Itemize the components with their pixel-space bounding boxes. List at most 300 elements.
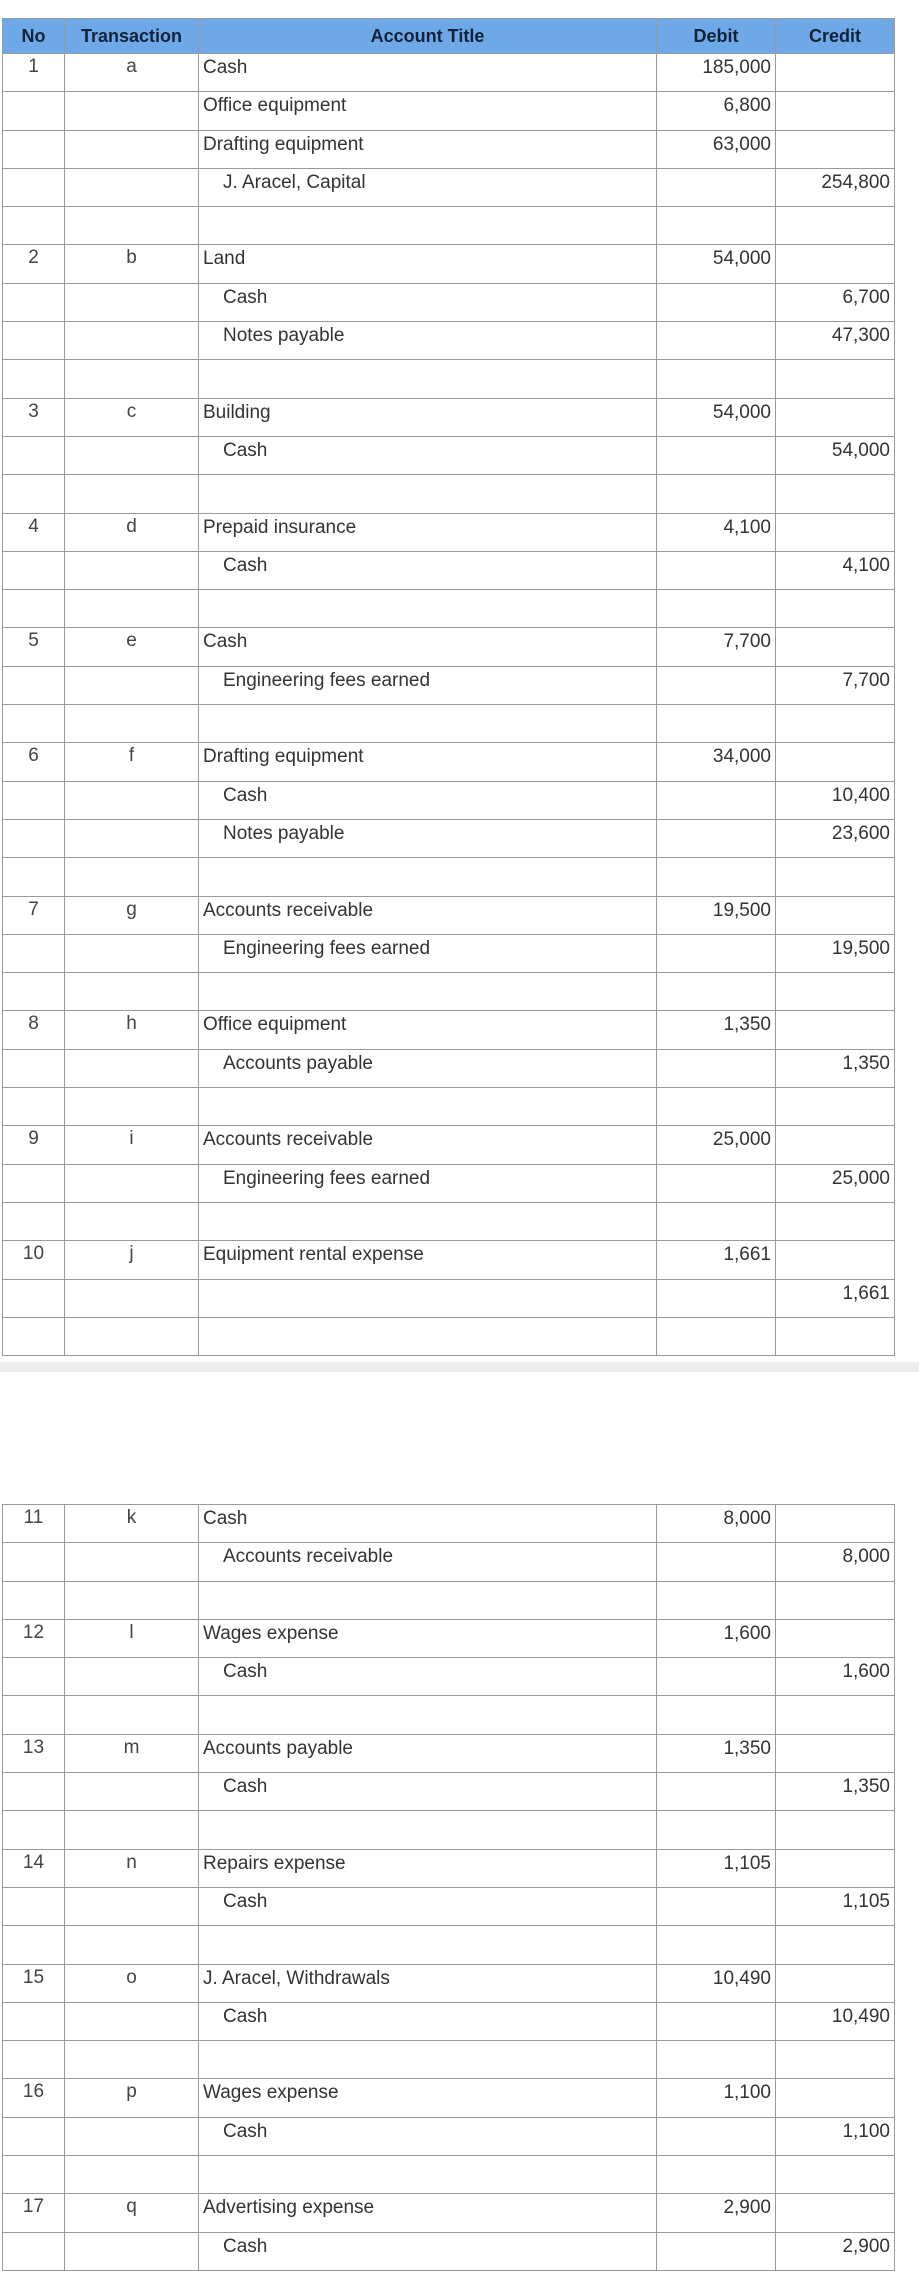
cell-transaction: e xyxy=(65,628,199,666)
cell-transaction: i xyxy=(65,1126,199,1164)
cell-credit: 23,600 xyxy=(776,819,895,857)
cell-no: 16 xyxy=(3,2079,65,2117)
cell-account-title: Prepaid insurance xyxy=(199,513,657,551)
cell-no: 2 xyxy=(3,245,65,283)
cell-credit xyxy=(776,1505,895,1543)
table-row xyxy=(3,2232,895,2270)
cell-transaction xyxy=(65,1887,199,1925)
cell-debit: 25,000 xyxy=(657,1126,776,1164)
cell-account-title: Accounts receivable xyxy=(199,1543,657,1581)
cell-account-title xyxy=(199,475,657,513)
cell-debit xyxy=(657,1164,776,1202)
table-row xyxy=(3,2079,895,2117)
cell-debit: 1,600 xyxy=(657,1619,776,1657)
table-row xyxy=(3,973,895,1011)
cell-transaction xyxy=(65,1581,199,1619)
page-divider xyxy=(0,1362,919,1372)
header-row xyxy=(3,19,895,54)
cell-no xyxy=(3,1887,65,1925)
cell-transaction xyxy=(65,1049,199,1087)
cell-no xyxy=(3,1088,65,1126)
cell-debit: 1,105 xyxy=(657,1849,776,1887)
cell-no: 10 xyxy=(3,1241,65,1279)
cell-debit xyxy=(657,1317,776,1355)
cell-no: 5 xyxy=(3,628,65,666)
cell-credit xyxy=(776,858,895,896)
cell-debit xyxy=(657,934,776,972)
journal-section-2 xyxy=(0,1376,919,2257)
cell-no xyxy=(3,2232,65,2270)
cell-account-title: Cash xyxy=(199,2002,657,2040)
cell-debit xyxy=(657,1049,776,1087)
cell-account-title: Accounts receivable xyxy=(199,1126,657,1164)
cell-transaction xyxy=(65,819,199,857)
table-row xyxy=(3,1926,895,1964)
table-row xyxy=(3,92,895,130)
cell-no: 12 xyxy=(3,1619,65,1657)
cell-account-title: Accounts payable xyxy=(199,1734,657,1772)
cell-credit: 10,490 xyxy=(776,2002,895,2040)
cell-no xyxy=(3,2041,65,2079)
table-row xyxy=(3,1088,895,1126)
cell-credit: 1,600 xyxy=(776,1658,895,1696)
cell-credit xyxy=(776,2041,895,2079)
table-row xyxy=(3,628,895,666)
cell-credit: 6,700 xyxy=(776,283,895,321)
cell-account-title: Cash xyxy=(199,2232,657,2270)
cell-transaction xyxy=(65,590,199,628)
cell-account-title xyxy=(199,1202,657,1240)
table-row xyxy=(3,1126,895,1164)
cell-transaction: c xyxy=(65,398,199,436)
table-row xyxy=(3,2156,895,2194)
cell-transaction xyxy=(65,1317,199,1355)
table-row xyxy=(3,2041,895,2079)
table-row xyxy=(3,1241,895,1279)
cell-credit xyxy=(776,1088,895,1126)
cell-debit xyxy=(657,168,776,206)
cell-no xyxy=(3,1317,65,1355)
cell-credit xyxy=(776,2079,895,2117)
table-row xyxy=(3,283,895,321)
cell-transaction xyxy=(65,2117,199,2155)
cell-debit xyxy=(657,2117,776,2155)
cell-debit xyxy=(657,207,776,245)
cell-account-title: J. Aracel, Capital xyxy=(199,168,657,206)
cell-transaction xyxy=(65,1279,199,1317)
cell-debit xyxy=(657,283,776,321)
cell-transaction: d xyxy=(65,513,199,551)
cell-transaction xyxy=(65,1926,199,1964)
cell-account-title: Advertising expense xyxy=(199,2194,657,2232)
cell-credit xyxy=(776,130,895,168)
cell-transaction: q xyxy=(65,2194,199,2232)
table-row xyxy=(3,1202,895,1240)
cell-account-title: Cash xyxy=(199,436,657,474)
cell-credit: 1,105 xyxy=(776,1887,895,1925)
cell-account-title: Cash xyxy=(199,1658,657,1696)
table-row xyxy=(3,1734,895,1772)
cell-account-title: Cash xyxy=(199,1505,657,1543)
cell-transaction xyxy=(65,1088,199,1126)
cell-credit xyxy=(776,1811,895,1849)
table-row xyxy=(3,705,895,743)
cell-transaction xyxy=(65,1696,199,1734)
table-row xyxy=(3,1505,895,1543)
cell-transaction: j xyxy=(65,1241,199,1279)
cell-no: 15 xyxy=(3,1964,65,2002)
cell-no xyxy=(3,1202,65,1240)
table-row xyxy=(3,781,895,819)
cell-no xyxy=(3,2002,65,2040)
cell-debit xyxy=(657,819,776,857)
table-row xyxy=(3,436,895,474)
cell-no xyxy=(3,934,65,972)
journal-rows-2 xyxy=(3,1505,895,2271)
cell-transaction xyxy=(65,2041,199,2079)
cell-no xyxy=(3,436,65,474)
table-row xyxy=(3,743,895,781)
cell-no xyxy=(3,1773,65,1811)
cell-transaction xyxy=(65,705,199,743)
cell-transaction: p xyxy=(65,2079,199,2117)
cell-account-title: Notes payable xyxy=(199,322,657,360)
cell-debit: 63,000 xyxy=(657,130,776,168)
cell-credit xyxy=(776,1126,895,1164)
cell-transaction xyxy=(65,1202,199,1240)
cell-account-title xyxy=(199,2041,657,2079)
cell-debit: 19,500 xyxy=(657,896,776,934)
table-row xyxy=(3,1696,895,1734)
cell-transaction xyxy=(65,207,199,245)
table-row xyxy=(3,1964,895,2002)
table-row xyxy=(3,1011,895,1049)
table-row xyxy=(3,2002,895,2040)
cell-transaction xyxy=(65,858,199,896)
cell-debit xyxy=(657,1773,776,1811)
cell-credit xyxy=(776,1926,895,1964)
cell-credit xyxy=(776,54,895,92)
cell-debit: 8,000 xyxy=(657,1505,776,1543)
table-row xyxy=(3,551,895,589)
cell-debit: 2,900 xyxy=(657,2194,776,2232)
cell-credit xyxy=(776,1241,895,1279)
cell-account-title: Building xyxy=(199,398,657,436)
cell-credit xyxy=(776,360,895,398)
table-row xyxy=(3,168,895,206)
cell-credit xyxy=(776,398,895,436)
cell-transaction: k xyxy=(65,1505,199,1543)
cell-transaction xyxy=(65,322,199,360)
table-row xyxy=(3,666,895,704)
cell-debit xyxy=(657,1926,776,1964)
cell-no xyxy=(3,666,65,704)
table-row xyxy=(3,1164,895,1202)
cell-debit xyxy=(657,1658,776,1696)
cell-account-title xyxy=(199,1581,657,1619)
cell-account-title: Office equipment xyxy=(199,92,657,130)
cell-debit xyxy=(657,666,776,704)
cell-account-title xyxy=(199,2156,657,2194)
cell-credit xyxy=(776,590,895,628)
cell-credit xyxy=(776,1734,895,1772)
cell-debit: 54,000 xyxy=(657,245,776,283)
cell-debit xyxy=(657,2156,776,2194)
cell-credit xyxy=(776,1619,895,1657)
header-no: No xyxy=(3,19,65,54)
cell-transaction xyxy=(65,475,199,513)
cell-account-title: Land xyxy=(199,245,657,283)
cell-debit xyxy=(657,1279,776,1317)
cell-debit xyxy=(657,2232,776,2270)
cell-no: 7 xyxy=(3,896,65,934)
cell-transaction xyxy=(65,2232,199,2270)
table-row xyxy=(3,1811,895,1849)
cell-debit: 6,800 xyxy=(657,92,776,130)
cell-credit: 1,350 xyxy=(776,1049,895,1087)
cell-no: 1 xyxy=(3,54,65,92)
cell-account-title: Repairs expense xyxy=(199,1849,657,1887)
cell-no xyxy=(3,322,65,360)
cell-no xyxy=(3,2117,65,2155)
table-row xyxy=(3,398,895,436)
table-row xyxy=(3,819,895,857)
cell-credit xyxy=(776,896,895,934)
cell-debit: 1,661 xyxy=(657,1241,776,1279)
cell-account-title: Drafting equipment xyxy=(199,743,657,781)
cell-no: 6 xyxy=(3,743,65,781)
cell-transaction: g xyxy=(65,896,199,934)
cell-account-title xyxy=(199,1696,657,1734)
cell-transaction xyxy=(65,283,199,321)
cell-no xyxy=(3,973,65,1011)
cell-transaction xyxy=(65,666,199,704)
cell-credit: 47,300 xyxy=(776,322,895,360)
cell-transaction: h xyxy=(65,1011,199,1049)
table-row xyxy=(3,1279,895,1317)
cell-credit xyxy=(776,207,895,245)
cell-transaction xyxy=(65,92,199,130)
cell-account-title: Cash xyxy=(199,2117,657,2155)
cell-debit xyxy=(657,1543,776,1581)
table-row xyxy=(3,896,895,934)
cell-no: 13 xyxy=(3,1734,65,1772)
header-transaction: Transaction xyxy=(65,19,199,54)
cell-credit: 10,400 xyxy=(776,781,895,819)
cell-debit: 4,100 xyxy=(657,513,776,551)
cell-transaction xyxy=(65,1773,199,1811)
cell-credit xyxy=(776,245,895,283)
cell-account-title xyxy=(199,1926,657,1964)
cell-no xyxy=(3,819,65,857)
cell-credit: 1,350 xyxy=(776,1773,895,1811)
cell-debit xyxy=(657,2002,776,2040)
cell-account-title: Notes payable xyxy=(199,819,657,857)
cell-transaction xyxy=(65,2156,199,2194)
cell-account-title xyxy=(199,1317,657,1355)
cell-account-title: Accounts receivable xyxy=(199,896,657,934)
cell-no: 3 xyxy=(3,398,65,436)
cell-transaction xyxy=(65,1811,199,1849)
header-account-title: Account Title xyxy=(199,19,657,54)
cell-account-title: Cash xyxy=(199,551,657,589)
cell-account-title xyxy=(199,1279,657,1317)
cell-no xyxy=(3,168,65,206)
table-row xyxy=(3,1317,895,1355)
cell-account-title: Cash xyxy=(199,54,657,92)
table-row xyxy=(3,1849,895,1887)
table-row xyxy=(3,2117,895,2155)
cell-credit: 2,900 xyxy=(776,2232,895,2270)
cell-account-title: Wages expense xyxy=(199,1619,657,1657)
cell-no xyxy=(3,1581,65,1619)
table-row xyxy=(3,322,895,360)
cell-credit xyxy=(776,628,895,666)
cell-debit: 7,700 xyxy=(657,628,776,666)
cell-credit: 1,100 xyxy=(776,2117,895,2155)
cell-credit: 7,700 xyxy=(776,666,895,704)
cell-debit: 1,350 xyxy=(657,1734,776,1772)
table-row xyxy=(3,1887,895,1925)
cell-transaction xyxy=(65,130,199,168)
cell-account-title xyxy=(199,1088,657,1126)
cell-no xyxy=(3,283,65,321)
cell-no xyxy=(3,551,65,589)
cell-debit xyxy=(657,858,776,896)
cell-debit xyxy=(657,2041,776,2079)
cell-transaction: l xyxy=(65,1619,199,1657)
cell-credit: 254,800 xyxy=(776,168,895,206)
cell-credit xyxy=(776,92,895,130)
cell-transaction xyxy=(65,2002,199,2040)
cell-credit: 8,000 xyxy=(776,1543,895,1581)
cell-no xyxy=(3,1543,65,1581)
cell-credit: 4,100 xyxy=(776,551,895,589)
cell-no: 14 xyxy=(3,1849,65,1887)
cell-debit xyxy=(657,436,776,474)
cell-credit xyxy=(776,1317,895,1355)
cell-credit xyxy=(776,705,895,743)
cell-debit: 34,000 xyxy=(657,743,776,781)
cell-transaction xyxy=(65,551,199,589)
cell-debit xyxy=(657,705,776,743)
cell-account-title: Cash xyxy=(199,1887,657,1925)
table-row xyxy=(3,360,895,398)
cell-transaction xyxy=(65,360,199,398)
cell-account-title: Equipment rental expense xyxy=(199,1241,657,1279)
cell-account-title: Engineering fees earned xyxy=(199,934,657,972)
cell-debit xyxy=(657,1088,776,1126)
cell-no: 4 xyxy=(3,513,65,551)
table-row xyxy=(3,934,895,972)
cell-no xyxy=(3,1049,65,1087)
cell-no xyxy=(3,130,65,168)
table-row xyxy=(3,245,895,283)
table-row xyxy=(3,858,895,896)
cell-transaction xyxy=(65,436,199,474)
cell-credit: 1,661 xyxy=(776,1279,895,1317)
cell-account-title: Drafting equipment xyxy=(199,130,657,168)
cell-transaction xyxy=(65,1164,199,1202)
cell-transaction: o xyxy=(65,1964,199,2002)
table-row xyxy=(3,513,895,551)
cell-credit xyxy=(776,1202,895,1240)
table-row xyxy=(3,590,895,628)
cell-account-title xyxy=(199,1811,657,1849)
cell-account-title xyxy=(199,590,657,628)
cell-transaction xyxy=(65,1543,199,1581)
cell-no xyxy=(3,2156,65,2194)
cell-credit: 19,500 xyxy=(776,934,895,972)
cell-account-title: Cash xyxy=(199,1773,657,1811)
journal-table-2 xyxy=(2,1504,895,2271)
cell-account-title: Cash xyxy=(199,283,657,321)
cell-debit xyxy=(657,1581,776,1619)
cell-no: 17 xyxy=(3,2194,65,2232)
cell-transaction xyxy=(65,934,199,972)
cell-debit xyxy=(657,973,776,1011)
cell-no xyxy=(3,1164,65,1202)
cell-credit xyxy=(776,1581,895,1619)
cell-no xyxy=(3,92,65,130)
table-row xyxy=(3,2194,895,2232)
cell-transaction: a xyxy=(65,54,199,92)
cell-credit xyxy=(776,743,895,781)
cell-debit xyxy=(657,1887,776,1925)
cell-credit xyxy=(776,1011,895,1049)
cell-account-title: Engineering fees earned xyxy=(199,1164,657,1202)
cell-credit xyxy=(776,1849,895,1887)
table-row xyxy=(3,1581,895,1619)
table-row xyxy=(3,207,895,245)
cell-credit xyxy=(776,475,895,513)
cell-account-title: J. Aracel, Withdrawals xyxy=(199,1964,657,2002)
cell-account-title: Engineering fees earned xyxy=(199,666,657,704)
cell-debit xyxy=(657,1202,776,1240)
cell-credit xyxy=(776,513,895,551)
cell-debit xyxy=(657,322,776,360)
table-row xyxy=(3,1773,895,1811)
cell-account-title: Office equipment xyxy=(199,1011,657,1049)
cell-account-title xyxy=(199,858,657,896)
cell-no xyxy=(3,1811,65,1849)
cell-debit xyxy=(657,590,776,628)
cell-account-title: Wages expense xyxy=(199,2079,657,2117)
header-credit: Credit xyxy=(776,19,895,54)
cell-debit xyxy=(657,1811,776,1849)
header-debit: Debit xyxy=(657,19,776,54)
table-row xyxy=(3,475,895,513)
cell-credit xyxy=(776,1964,895,2002)
cell-account-title xyxy=(199,705,657,743)
cell-transaction xyxy=(65,973,199,1011)
cell-credit xyxy=(776,2194,895,2232)
cell-debit xyxy=(657,1696,776,1734)
cell-debit: 185,000 xyxy=(657,54,776,92)
table-row xyxy=(3,1619,895,1657)
journal-table-1 xyxy=(2,18,895,1356)
journal-rows-1 xyxy=(3,54,895,1356)
table-row xyxy=(3,1543,895,1581)
cell-credit xyxy=(776,1696,895,1734)
cell-transaction: b xyxy=(65,245,199,283)
cell-transaction: n xyxy=(65,1849,199,1887)
cell-credit xyxy=(776,2156,895,2194)
cell-account-title xyxy=(199,360,657,398)
cell-account-title xyxy=(199,973,657,1011)
cell-transaction: f xyxy=(65,743,199,781)
cell-debit: 1,100 xyxy=(657,2079,776,2117)
